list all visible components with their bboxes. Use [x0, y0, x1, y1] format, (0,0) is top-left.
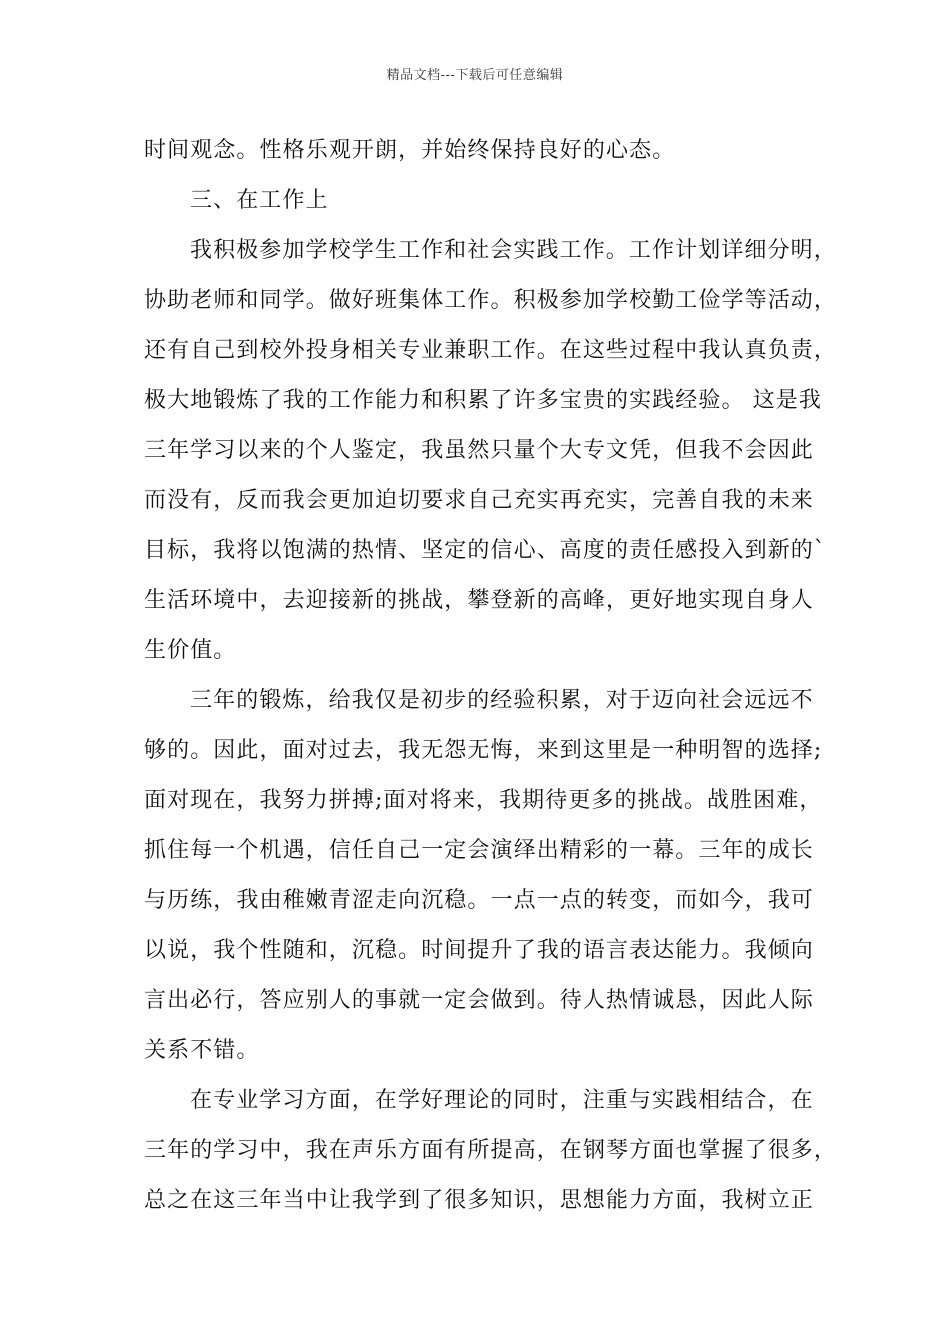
page-header: 精品文档---下载后可任意编辑	[386, 68, 564, 83]
text-line: 与历练，我由稚嫩青涩走向沉稳。一点一点的转变，而如今，我可	[144, 888, 814, 913]
text-line: 关系不错。	[144, 1038, 260, 1063]
text-line: 面对现在，我努力拼搏;面对将来，我期待更多的挑战。战胜困难，	[144, 788, 823, 813]
text-line: 目标，我将以饱满的热情、坚定的信心、高度的责任感投入到新的`	[144, 538, 827, 563]
text-line: 生价值。	[144, 638, 237, 663]
text-line: 而没有，反而我会更加迫切要求自己充实再充实，完善自我的未来	[144, 488, 814, 513]
text-line: 时间观念。性格乐观开朗，并始终保持良好的心态。	[144, 138, 676, 163]
text-line: 够的。因此，面对过去，我无怨无悔，来到这里是一种明智的选择;	[144, 738, 823, 763]
text-line: 在专业学习方面，在学好理论的同时，注重与实践相结合，在	[190, 1088, 814, 1113]
text-line: 极大地锻炼了我的工作能力和积累了许多宝贵的实践经验。 这是我	[144, 388, 822, 413]
text-line: 总之在这三年当中让我学到了很多知识，思想能力方面，我树立正	[144, 1188, 814, 1213]
text-line: 三年学习以来的个人鉴定，我虽然只量个大专文凭，但我不会因此	[144, 438, 814, 463]
text-line: 抓住每一个机遇，信任自己一定会演绎出精彩的一幕。三年的成长	[144, 838, 814, 863]
text-line: 三年的锻炼，给我仅是初步的经验积累，对于迈向社会远远不	[190, 688, 814, 713]
text-line: 三年的学习中，我在声乐方面有所提高，在钢琴方面也掌握了很多，	[144, 1138, 838, 1163]
section-heading: 三、在工作上	[190, 188, 329, 213]
text-line: 言出必行，答应别人的事就一定会做到。待人热情诚恳，因此人际	[144, 988, 814, 1013]
text-line: 以说，我个性随和，沉稳。时间提升了我的语言表达能力。我倾向	[144, 938, 814, 963]
text-line: 我积极参加学校学生工作和社会实践工作。工作计划详细分明，	[190, 238, 837, 263]
text-line: 生活环境中，去迎接新的挑战，攀登新的高峰，更好地实现自身人	[144, 588, 814, 613]
text-line: 还有自己到校外投身相关专业兼职工作。在这些过程中我认真负责，	[144, 338, 838, 363]
text-line: 协助老师和同学。做好班集体工作。积极参加学校勤工俭学等活动，	[144, 288, 838, 313]
